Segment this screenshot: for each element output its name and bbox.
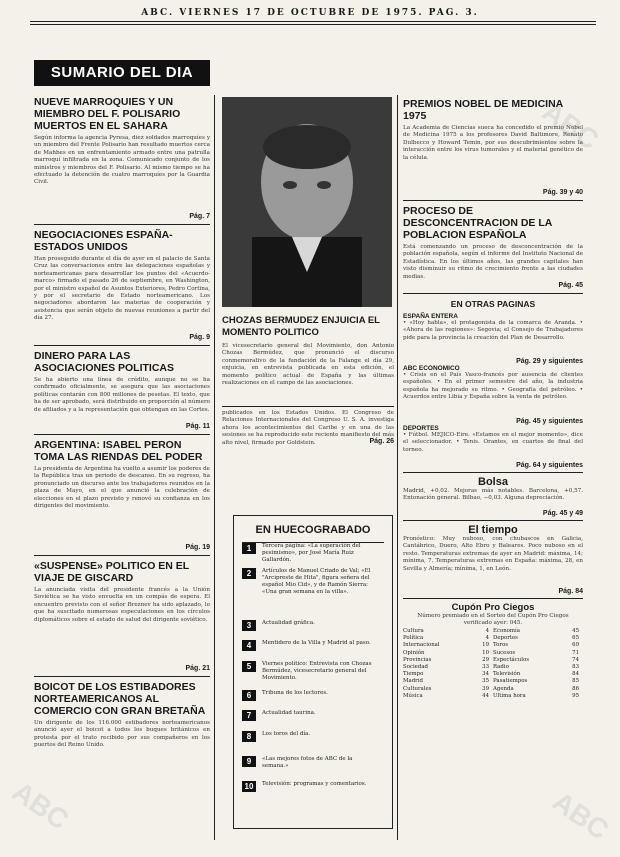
index-cell (403, 671, 493, 678)
story-title: BOICOT DE LOS ESTIBADORES NORTEAMERICANOS AL COMERCIO CON GRAN BRETAÑA (34, 681, 206, 717)
index-section: Sucesos (493, 649, 516, 656)
watermark: ABC (6, 775, 75, 836)
column-divider-right (397, 95, 398, 840)
header-rule (30, 21, 596, 22)
index-section: Pasatiempos (493, 678, 528, 685)
table-row (403, 628, 583, 635)
index-section: Toros (493, 642, 509, 649)
story-page: Pág. 19 (185, 544, 210, 551)
index-section: Ultima hora (493, 692, 526, 699)
weather-page: Pág. 84 (558, 588, 583, 595)
index-section: Madrid (403, 678, 423, 685)
portrait-photo (222, 97, 392, 307)
other-pages-title: EN OTRAS PAGINAS (450, 299, 536, 309)
story-body: Un dirigente de los 116.000 estibadores norteamericanos anunció ayer el boicot a todos los buques británicos en protesta por el trato recibido por sus compañeros en los puertos del Reino Unido. (34, 720, 210, 749)
index-cell (493, 628, 583, 635)
index-page: 71 (572, 649, 579, 656)
weather-title: El tiempo (468, 524, 518, 536)
section-label: DEPORTES (403, 425, 439, 432)
page-header: ABC. VIERNES 17 DE OCTUBRE DE 1975. PAG. 3. (141, 8, 479, 18)
index-page: 74 (572, 656, 579, 663)
index-cell (493, 693, 583, 700)
index-section: Música (403, 692, 423, 699)
story-page: Pág. 39 y 40 (542, 189, 583, 196)
index-cell (403, 686, 493, 693)
index-page: 19 (482, 642, 489, 649)
index-cell (493, 678, 583, 685)
index-section: Agenda (493, 685, 514, 692)
index-page: 29 (482, 656, 489, 663)
index-page: 35 (482, 678, 489, 685)
index-cell (403, 664, 493, 671)
list-item: 1 Tercera página: «La superación del pesimismo», por José María Ruiz Gallardón. (242, 543, 388, 564)
index-page: 4 (485, 635, 489, 642)
index-page: 95 (572, 692, 579, 699)
index-cell (493, 642, 583, 649)
table-row (403, 678, 583, 685)
photo-body-2: publicados en los Estados Unidos. El Congreso de Relaciones Internacionales del Congreso U. S. A. investiga ahora los acontecimientos del Caribe y en una de las sesiones se ha reproducido este reciente manifiesto del más alto nivel, firmado por Goldstein. (222, 410, 394, 446)
table-row (403, 671, 583, 678)
index-page: 34 (482, 671, 489, 678)
photo-body: El vicesecretario general del Movimiento, don Antonio Chozas Bermúdez, que pronunció el discurso conmemorativo de la fundación de la Falange el día 29, enjuicia, en entrevista publicada en esta edición, el momento político actual de España y las últimas realizaciones en el campo de las asociaciones. (222, 343, 394, 387)
index-cell (403, 657, 493, 664)
section-label: ESPAÑA ENTERA (403, 313, 458, 320)
bolsa-body: Madrid, +0,02. Mejoras más notables. Barcelona, +0,57. Entonación general. Bilbao, −0,03. Alguna depreciación. (403, 488, 583, 502)
index-page: 86 (572, 685, 579, 692)
story-title: DINERO PARA LAS ASOCIACIONES POLITICAS (34, 350, 175, 374)
table-row (403, 693, 583, 700)
index-page: 45 (572, 628, 579, 634)
watermark: ABC (536, 95, 605, 156)
story-page: Pág. 7 (189, 213, 210, 220)
list-item: 8 Los toros del día. (242, 731, 388, 742)
story-page: Pág. 11 (185, 423, 210, 430)
table-row (403, 686, 583, 693)
table-row (403, 635, 583, 642)
list-item: 5 Viernes político: Entrevista con Chozas Bermúdez, vicesecretario general del Movimiento. (242, 661, 388, 682)
weather-body: Pronóstico: Muy nuboso, con chubascos en Galicia, Cantábrico, Duero, Alto Ebro y Baleares. Poco nuboso en el resto. Temperaturas extremas de ayer en Madrid: máxima, 14; mínima, 7. Temperaturas extremas en España: máxima, 28, en Sevilla y Almería; mínima, 1, en León. (403, 536, 583, 572)
section-banner: SUMARIO DEL DIA (34, 60, 210, 86)
list-item: 6 Tribuna de los lectores. (242, 690, 388, 701)
index-page: 44 (482, 692, 489, 699)
list-item: 9 «Las mejores fotos de ABC de la semana.» (242, 756, 388, 770)
huecograbado-box (233, 515, 393, 829)
index-page: 84 (572, 671, 579, 678)
story-page: Pág. 9 (189, 334, 210, 341)
index-cell (403, 650, 493, 657)
column-1 (34, 96, 210, 758)
story-body: La presidenta de Argentina ha vuelto a asumir los poderes de la República tras un periodo de descanso. En su regreso, ha pronunciado un discurso ante los trabajadores reunidos en la plaza de Mayo, en el que anunció la celebración de elecciones en el plazo previsto y renovó su confianza en los dirigentes del movimiento. (34, 466, 210, 510)
index-section: Tiempo (403, 671, 424, 678)
section-body: • Crisis en el País Vasco-francés por ausencia de clientes españoles. • En el primer semestre del año, la industria española ha mejorado su ritmo. • Geografía del petróleo. • Acuerdos entre Libia y España sobre la venta de petróleo. (403, 372, 583, 401)
section-body: • Fútbol. MEJICO-Eire. «Estamos en el mejor momento», dice el seleccionador. • Tenis. Orantes, en cuartos de final del torneo. (403, 432, 583, 453)
story-title: PROCESO DE DESCONCENTRACION DE LA POBLACION ESPAÑOLA (403, 205, 552, 241)
photo-caption: CHOZAS BERMUDEZ ENJUICIA EL MOMENTO POLITICO (222, 315, 380, 338)
story-title: NEGOCIACIONES ESPAÑA-ESTADOS UNIDOS (34, 229, 173, 253)
column-3 (403, 98, 583, 700)
index-page: 33 (482, 664, 489, 671)
index-page: 39 (482, 685, 489, 692)
section-page: Pág. 64 y siguientes (516, 462, 583, 469)
story-body: La Academia de Ciencias sueca ha concedido el premio Nobel de Medicina 1975 a los profesores David Baltimore, Renato Dulbecco y Howard Temin, por sus descubrimientos sobre la interacción entre los virus tumorales y el material genético de la célula. (403, 125, 583, 161)
list-item: 7 Actualidad taurina. (242, 710, 388, 721)
index-section: Internacional (403, 642, 440, 649)
cupon-intro: Número premiado en el Sorteo del Cupón Pro Ciegos verificado ayer: 045. (417, 613, 569, 627)
photo-story (222, 315, 394, 445)
table-row (403, 642, 583, 649)
index-section: Culturales (403, 685, 432, 692)
index-section: Política (403, 635, 424, 642)
index-page: 85 (572, 678, 579, 685)
story-title: NUEVE MARROQUIES Y UN MIEMBRO DEL F. POLISARIO MUERTOS EN EL SAHARA (34, 96, 181, 132)
index-cell (493, 671, 583, 678)
index-page: 83 (572, 664, 579, 671)
photo-page: Pág. 26 (369, 438, 394, 445)
story-body: Han proseguido durante el día de ayer en el palacio de Santa Cruz las conversaciones entre las delegaciones españolas y norteamericanas para desarrollar los puntos del «Acuerdo-marco» firmado el pasado 26 de septiembre, en Washington, por el ministro español de Asuntos Exteriores, Pedro Cortina, y por el secretario de Estado norteamericano. Los negociadores abordaron las materias de cooperación y asistencia que serán objeto de nuevas reuniones a partir del día 27. (34, 256, 210, 322)
list-item: 3 Actualidad gráfica. (242, 620, 388, 631)
story-body: Está comenzando un proceso de desconcentración de la población española, según el informe del Instituto Nacional de Estadística. En los últimos años, las grandes capitales han visto disminuir su ritmo de crecimiento frente a las ciudades medias. (403, 244, 583, 280)
huecograbado-title: EN HUECOGRABADO (255, 524, 371, 536)
table-row (403, 650, 583, 657)
section-page: Pág. 45 y siguientes (516, 418, 583, 425)
list-item: 4 Mentidero de la Villa y Madrid al paso. (242, 640, 388, 651)
index-cell (493, 686, 583, 693)
index-section: Deportes (493, 635, 518, 642)
index-section: Radio (493, 664, 509, 671)
list-item: 10 Televisión: programas y comentarios. (242, 781, 388, 792)
index-cell (403, 642, 493, 649)
index-page: 10 (482, 649, 489, 656)
index-section: Espectáculos (493, 656, 529, 663)
index-cell (403, 635, 493, 642)
section-label: ABC ECONOMICO (403, 365, 460, 372)
story-page: Pág. 45 (558, 282, 583, 289)
index-cell (403, 678, 493, 685)
bolsa-page: Pág. 45 y 49 (542, 510, 583, 517)
cupon-title: Cupón Pro Ciegos (451, 602, 535, 613)
index-section: Televisión (493, 671, 521, 678)
index-cell (493, 657, 583, 664)
index-cell (493, 650, 583, 657)
index-table (403, 628, 583, 700)
index-cell (493, 635, 583, 642)
index-section: Cultura (403, 628, 424, 634)
column-divider-left (214, 95, 215, 840)
watermark: ABC (546, 785, 615, 846)
index-section: Provincias (403, 656, 432, 663)
story-title: «SUSPENSE» POLITICO EN EL VIAJE DE GISCARD (34, 560, 190, 584)
story-body: La anunciada visita del presidente francés a la Unión Soviética se ha visto envuelta en un compás de espera. El encuentro previsto con el señor Breznev ha sido aplazado, lo que ha suscitado numerosas especulaciones en los círculos diplomáticos sobre el estado de salud del dirigente soviético. (34, 587, 210, 623)
list-item: 2 Artículos de Manuel Criado de Val; «El "Arcipreste de Hita", figura señera del español Mio Cid», y de Ramón Sierra: «Una gran semana en la villa». (242, 568, 388, 596)
story-body: Según informa la agencia Pyresa, diez soldados marroquíes y un miembro del Frente Polisario han resultado muertos cerca de Mahbes en un enfrentamiento armado entre una patrulla marroquí infiltrada en la zona. Comunicado conjunto de los ministros y miembros del F. Polisario. Al mismo tiempo se ha efectuado la detención de cuatro marroquíes por la Guardia Civil. (34, 135, 210, 186)
story-title: ARGENTINA: ISABEL PERON TOMA LAS RIENDAS DEL PODER (34, 439, 203, 463)
section-page: Pág. 29 y siguientes (516, 358, 583, 365)
index-page: 69 (572, 642, 579, 649)
story-body: Se ha abierto una línea de crédito, aunque no se ha confirmado oficialmente, se asegura que las asociaciones políticas contarán con 800 millones de pesetas. El texto, que ha de ser aprobado, será distribuido en proporción al número de afiliados y a la representación que obtengan en las Cortes. (34, 377, 210, 413)
index-section: Sociedad (403, 664, 428, 671)
story-title: PREMIOS NOBEL DE MEDICINA 1975 (403, 98, 563, 122)
index-page: 4 (485, 628, 489, 634)
header-rule-2 (30, 24, 596, 25)
story-page: Pág. 21 (185, 665, 210, 672)
index-section: Economía (493, 628, 520, 634)
bolsa-title: Bolsa (478, 476, 508, 488)
section-body: • «Hoy habla», el protagonista de la comarca de Aranda. • «Ahora de las regiones»: Segovia; el Consejo de Trabajadores pide para la provincia la creación del Plan de Desarrollo. (403, 320, 583, 341)
table-row (403, 657, 583, 664)
index-page: 65 (572, 635, 579, 642)
index-section: Opinión (403, 649, 425, 656)
index-cell (403, 693, 493, 700)
